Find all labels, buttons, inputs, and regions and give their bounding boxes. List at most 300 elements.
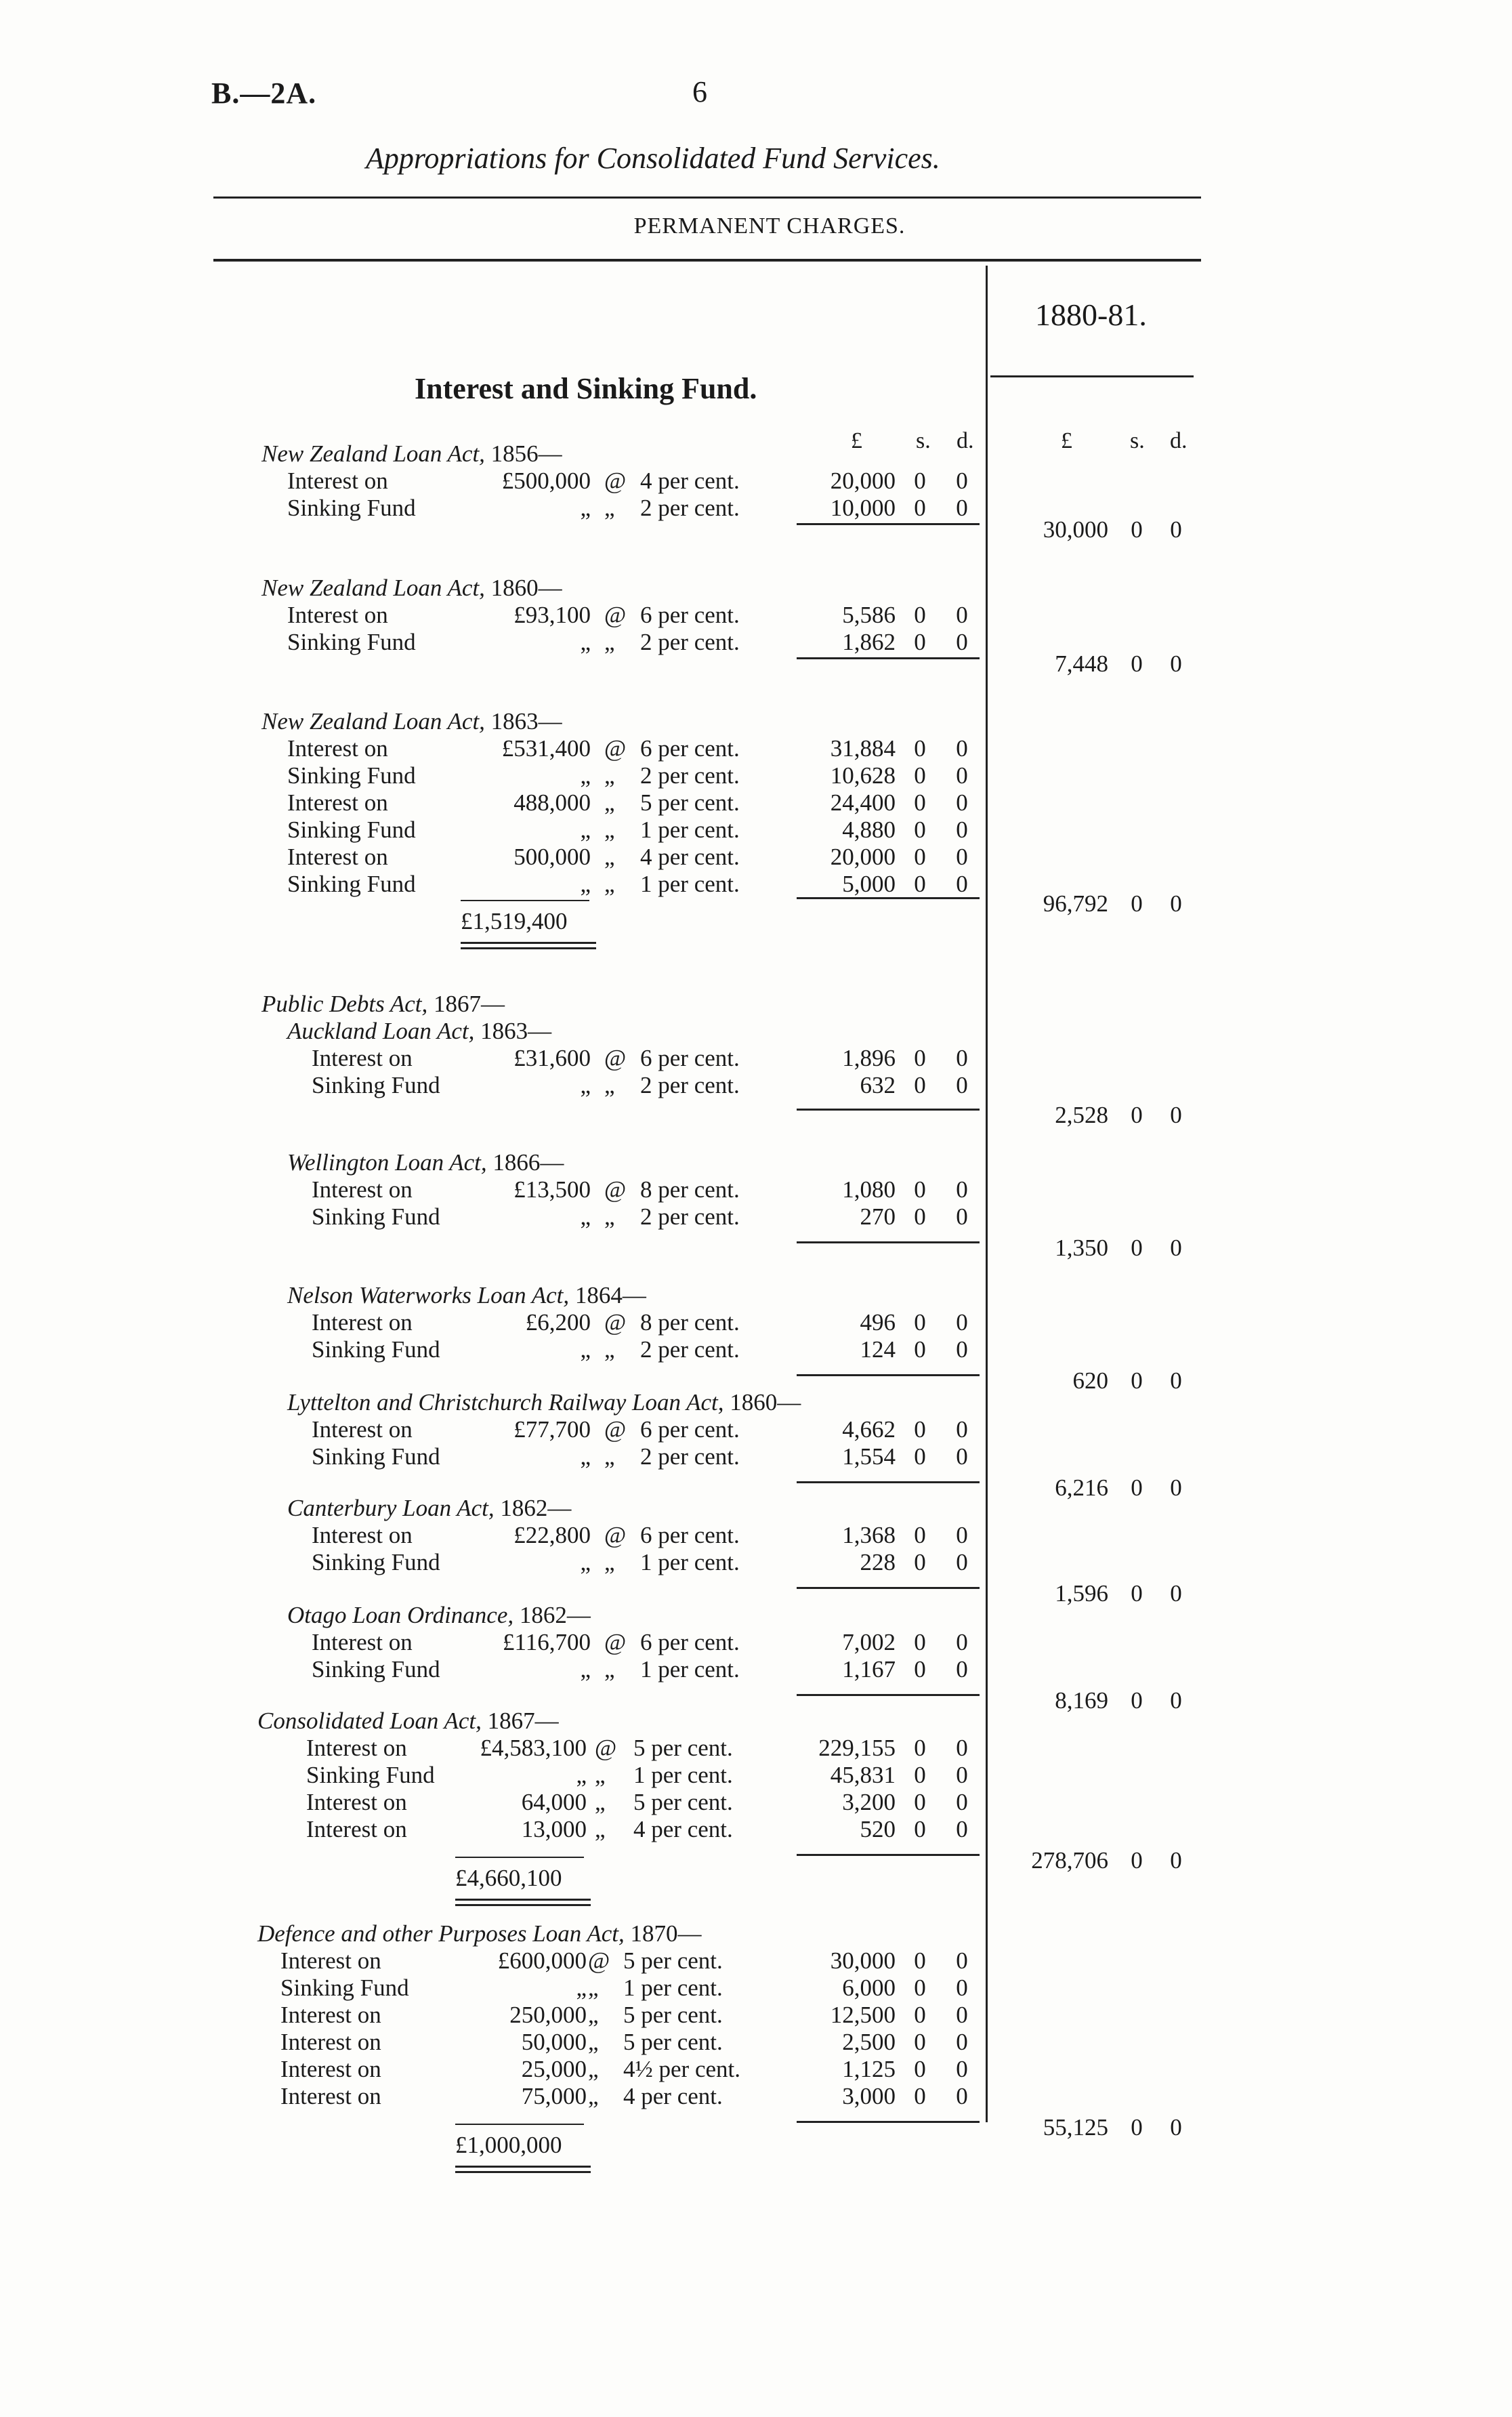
total-pounds: 278,706 <box>1031 1847 1108 1874</box>
charge-pence: 0 <box>956 2083 968 2109</box>
group-title <box>287 1602 591 1629</box>
line-label: Interest on <box>312 1045 413 1071</box>
charge-pounds: 520 <box>860 1816 896 1842</box>
interest-rate: 5 per cent. <box>623 1947 723 1974</box>
charge-pounds: 124 <box>860 1336 896 1363</box>
rate-separator: @ <box>604 735 627 762</box>
line-label: Sinking Fund <box>312 1072 440 1098</box>
rate-separator: @ <box>604 1522 627 1548</box>
principal-amount: „ <box>576 1975 587 2001</box>
col-head-pounds-total: £ <box>1061 428 1072 453</box>
rate-separator: @ <box>604 1176 627 1203</box>
interest-rate: 1 per cent. <box>640 1549 740 1575</box>
charge-shillings: 0 <box>914 1072 926 1098</box>
line-label: Interest on <box>312 1416 413 1443</box>
line-label: Sinking Fund <box>287 629 416 655</box>
col-head-pence-total: d. <box>1170 428 1188 453</box>
charge-pence: 0 <box>956 1522 968 1548</box>
charge-pounds: 270 <box>860 1203 896 1230</box>
principal-amount: „ <box>580 817 591 843</box>
rate-separator: „ <box>588 2029 599 2055</box>
interest-rate: 5 per cent. <box>633 1735 733 1761</box>
charge-pounds: 5,000 <box>842 871 896 897</box>
line-label: Interest on <box>287 789 388 816</box>
column-divider <box>986 266 988 2122</box>
principal-amount: £4,583,100 <box>480 1735 587 1761</box>
charge-pounds: 4,880 <box>842 817 896 843</box>
charge-shillings: 0 <box>914 1789 926 1815</box>
subtotal-rule <box>797 657 980 659</box>
interest-rate: 2 per cent. <box>640 629 740 655</box>
interest-rate: 1 per cent. <box>640 1656 740 1682</box>
principal-double-rule <box>461 942 596 944</box>
charge-pence: 0 <box>956 1762 968 1788</box>
rate-separator: „ <box>595 1762 606 1788</box>
principal-double-rule <box>461 947 596 949</box>
principal-amount: 50,000 <box>521 2029 587 2055</box>
act-name: New Zealand Loan Act, <box>261 575 485 601</box>
act-year: 1864— <box>574 1282 646 1308</box>
interest-rate: 2 per cent. <box>640 1203 740 1230</box>
charge-pounds: 12,500 <box>830 2002 896 2028</box>
rate-separator: „ <box>604 844 615 870</box>
charge-shillings: 0 <box>914 1975 926 2001</box>
line-label: Interest on <box>306 1816 407 1842</box>
line-label: Sinking Fund <box>287 817 416 843</box>
charge-shillings: 0 <box>914 1735 926 1761</box>
charge-shillings: 0 <box>914 1522 926 1548</box>
act-year: 1862— <box>500 1495 572 1521</box>
charge-pence: 0 <box>956 1975 968 2001</box>
charge-pounds: 20,000 <box>830 844 896 870</box>
page-title: Appropriations for Consolidated Fund Services. <box>366 142 940 175</box>
charge-pence: 0 <box>956 1203 968 1230</box>
interest-rate: 6 per cent. <box>640 1522 740 1548</box>
charge-shillings: 0 <box>914 1629 926 1655</box>
act-name: Lyttelton and Christchurch Railway Loan Act, <box>287 1389 724 1416</box>
line-label: Interest on <box>312 1629 413 1655</box>
subtotal-rule <box>797 1241 980 1243</box>
total-shillings: 0 <box>1131 1102 1143 1128</box>
act-year: 1867— <box>487 1708 559 1734</box>
act-year: 1867— <box>434 991 505 1017</box>
subtotal-rule <box>797 1854 980 1856</box>
principal-amount: „ <box>580 1443 591 1470</box>
total-shillings: 0 <box>1131 1474 1143 1501</box>
principal-amount: £31,600 <box>513 1045 591 1071</box>
charge-pounds: 24,400 <box>830 789 896 816</box>
charge-shillings: 0 <box>914 1656 926 1682</box>
rate-separator: @ <box>595 1735 617 1761</box>
group-title <box>261 991 505 1018</box>
total-shillings: 0 <box>1131 1687 1143 1714</box>
charge-shillings: 0 <box>914 1336 926 1363</box>
group-title <box>287 1149 564 1176</box>
subtotal-rule <box>797 1694 980 1696</box>
total-pence: 0 <box>1170 2114 1182 2141</box>
charge-pounds: 1,368 <box>842 1522 896 1548</box>
total-pence: 0 <box>1170 1474 1182 1501</box>
total-pounds: 2,528 <box>1055 1102 1108 1128</box>
charge-pounds: 5,586 <box>842 602 896 628</box>
charge-shillings: 0 <box>914 1416 926 1443</box>
interest-rate: 6 per cent. <box>640 602 740 628</box>
principal-amount: £116,700 <box>503 1629 591 1655</box>
total-pence: 0 <box>1170 1580 1182 1607</box>
rate-separator: „ <box>604 629 615 655</box>
principal-double-rule <box>455 2166 591 2168</box>
charge-pounds: 632 <box>860 1072 896 1098</box>
principal-amount: £500,000 <box>501 468 591 494</box>
rate-separator: „ <box>588 2083 599 2109</box>
interest-rate: 6 per cent. <box>640 735 740 762</box>
principal-total: £4,660,100 <box>455 1865 562 1891</box>
charge-pounds: 45,831 <box>830 1762 896 1788</box>
charge-shillings: 0 <box>914 2056 926 2082</box>
total-shillings: 0 <box>1131 1235 1143 1261</box>
principal-rule <box>455 2124 584 2125</box>
principal-double-rule <box>455 2171 591 2173</box>
rate-separator: „ <box>604 1203 615 1230</box>
principal-amount: £600,000 <box>497 1947 587 1974</box>
rate-separator: @ <box>604 1309 627 1336</box>
principal-amount: 488,000 <box>513 789 591 816</box>
charge-pence: 0 <box>956 495 968 521</box>
interest-rate: 5 per cent. <box>623 2002 723 2028</box>
line-label: Interest on <box>312 1522 413 1548</box>
principal-amount: „ <box>580 1549 591 1575</box>
interest-rate: 1 per cent. <box>633 1762 733 1788</box>
rate-separator: „ <box>604 1336 615 1363</box>
total-pence: 0 <box>1170 1367 1182 1394</box>
charge-pounds: 228 <box>860 1549 896 1575</box>
subtotal-rule <box>797 1374 980 1376</box>
act-name: New Zealand Loan Act, <box>261 440 485 467</box>
charge-pence: 0 <box>956 1309 968 1336</box>
interest-rate: 5 per cent. <box>640 789 740 816</box>
line-label: Sinking Fund <box>312 1336 440 1363</box>
rate-separator: @ <box>604 602 627 628</box>
rate-separator: „ <box>604 817 615 843</box>
charge-shillings: 0 <box>914 468 926 494</box>
principal-amount: 64,000 <box>521 1789 587 1815</box>
line-label: Interest on <box>280 2029 381 2055</box>
principal-total: £1,519,400 <box>461 908 568 934</box>
principal-amount: 500,000 <box>513 844 591 870</box>
principal-amount: „ <box>580 1203 591 1230</box>
charge-shillings: 0 <box>914 1443 926 1470</box>
charge-shillings: 0 <box>914 1309 926 1336</box>
act-name: Canterbury Loan Act, <box>287 1495 495 1521</box>
total-pounds: 6,216 <box>1055 1474 1108 1501</box>
subtotal-rule <box>797 523 980 525</box>
charge-pounds: 6,000 <box>842 1975 896 2001</box>
total-pounds: 96,792 <box>1043 890 1108 917</box>
charge-pence: 0 <box>956 629 968 655</box>
year-header: 1880-81. <box>1035 297 1147 332</box>
rate-separator: @ <box>604 1045 627 1071</box>
charge-pence: 0 <box>956 602 968 628</box>
col-head-shillings: s. <box>916 428 931 453</box>
document-code: B.—2A. <box>211 77 317 110</box>
charge-pounds: 10,628 <box>830 762 896 789</box>
charge-pence: 0 <box>956 1176 968 1203</box>
total-pounds: 30,000 <box>1043 516 1108 543</box>
charge-pounds: 4,662 <box>842 1416 896 1443</box>
total-shillings: 0 <box>1131 2114 1143 2141</box>
charge-pence: 0 <box>956 1549 968 1575</box>
charge-pence: 0 <box>956 762 968 789</box>
charge-pence: 0 <box>956 1735 968 1761</box>
principal-amount: 13,000 <box>521 1816 587 1842</box>
line-label: Sinking Fund <box>306 1762 435 1788</box>
line-label: Interest on <box>312 1309 413 1336</box>
group-title <box>287 1389 801 1416</box>
charge-pence: 0 <box>956 1045 968 1071</box>
interest-rate: 5 per cent. <box>633 1789 733 1815</box>
charge-pounds: 1,125 <box>842 2056 896 2082</box>
sub-act-year: 1863— <box>480 1018 552 1044</box>
group-title <box>261 708 562 735</box>
line-label: Sinking Fund <box>312 1203 440 1230</box>
page-number: 6 <box>692 75 707 108</box>
act-name: Public Debts Act, <box>261 991 428 1017</box>
act-year: 1860— <box>490 575 562 601</box>
total-pence: 0 <box>1170 1235 1182 1261</box>
principal-rule <box>455 1857 584 1858</box>
charge-shillings: 0 <box>914 735 926 762</box>
charge-pence: 0 <box>956 2029 968 2055</box>
interest-rate: 5 per cent. <box>623 2029 723 2055</box>
section-title: Interest and Sinking Fund. <box>415 372 757 405</box>
charge-pence: 0 <box>956 844 968 870</box>
interest-rate: 2 per cent. <box>640 1072 740 1098</box>
line-label: Sinking Fund <box>287 762 416 789</box>
principal-total: £1,000,000 <box>455 2132 562 2158</box>
subtotal-rule <box>797 1481 980 1483</box>
charge-shillings: 0 <box>914 1947 926 1974</box>
charge-pounds: 3,000 <box>842 2083 896 2109</box>
line-label: Interest on <box>287 602 388 628</box>
line-label: Sinking Fund <box>287 871 416 897</box>
line-label: Interest on <box>280 2056 381 2082</box>
charge-shillings: 0 <box>914 817 926 843</box>
section-subtitle: PERMANENT CHARGES. <box>633 213 906 239</box>
subtotal-rule <box>797 897 980 899</box>
charge-pounds: 496 <box>860 1309 896 1336</box>
total-pounds: 7,448 <box>1055 650 1108 677</box>
line-label: Interest on <box>287 735 388 762</box>
charge-pence: 0 <box>956 1416 968 1443</box>
sub-act-name: Auckland Loan Act, <box>287 1018 475 1044</box>
principal-amount: 25,000 <box>521 2056 587 2082</box>
interest-rate: 6 per cent. <box>640 1045 740 1071</box>
rate-separator: „ <box>604 789 615 816</box>
charge-pence: 0 <box>956 1816 968 1842</box>
total-pounds: 1,596 <box>1055 1580 1108 1607</box>
interest-rate: 6 per cent. <box>640 1416 740 1443</box>
total-pence: 0 <box>1170 516 1182 543</box>
rate-separator: „ <box>604 495 615 521</box>
charge-pounds: 1,896 <box>842 1045 896 1071</box>
act-year: 1863— <box>490 708 562 735</box>
act-name: Consolidated Loan Act, <box>257 1708 482 1734</box>
charge-pence: 0 <box>956 817 968 843</box>
charge-pence: 0 <box>956 1656 968 1682</box>
charge-shillings: 0 <box>914 602 926 628</box>
interest-rate: 6 per cent. <box>640 1629 740 1655</box>
charge-pence: 0 <box>956 871 968 897</box>
col-head-pounds: £ <box>851 428 862 453</box>
col-head-shillings-total: s. <box>1130 428 1145 453</box>
charge-shillings: 0 <box>914 1549 926 1575</box>
group-title <box>287 1282 646 1309</box>
rate-separator: „ <box>588 2056 599 2082</box>
charge-pounds: 20,000 <box>830 468 896 494</box>
total-pence: 0 <box>1170 1847 1182 1874</box>
principal-amount: £77,700 <box>513 1416 591 1443</box>
total-shillings: 0 <box>1131 1367 1143 1394</box>
line-label: Sinking Fund <box>312 1656 440 1682</box>
group-title <box>257 1920 702 1947</box>
interest-rate: 4½ per cent. <box>623 2056 740 2082</box>
rate-separator: „ <box>604 871 615 897</box>
rate-separator: „ <box>588 1975 599 2001</box>
interest-rate: 1 per cent. <box>640 871 740 897</box>
line-label: Interest on <box>306 1735 407 1761</box>
charge-shillings: 0 <box>914 629 926 655</box>
rate-separator: „ <box>604 1549 615 1575</box>
interest-rate: 2 per cent. <box>640 1336 740 1363</box>
charge-pounds: 1,080 <box>842 1176 896 1203</box>
subtitle-rule <box>213 259 1201 262</box>
act-name: Defence and other Purposes Loan Act, <box>257 1920 625 1947</box>
subtotal-rule <box>797 1587 980 1589</box>
group-title <box>287 1495 571 1522</box>
principal-amount: „ <box>580 495 591 521</box>
line-label: Sinking Fund <box>280 1975 409 2001</box>
total-pence: 0 <box>1170 650 1182 677</box>
total-shillings: 0 <box>1131 890 1143 917</box>
rate-separator: „ <box>604 762 615 789</box>
act-name: New Zealand Loan Act, <box>261 708 485 735</box>
principal-amount: „ <box>580 871 591 897</box>
principal-amount: £93,100 <box>513 602 591 628</box>
charge-pence: 0 <box>956 2002 968 2028</box>
principal-double-rule <box>455 1899 591 1901</box>
col-head-pence: d. <box>957 428 974 453</box>
charge-shillings: 0 <box>914 871 926 897</box>
group-subtitle <box>287 1018 551 1045</box>
rate-separator: @ <box>588 1947 610 1974</box>
line-label: Sinking Fund <box>312 1549 440 1575</box>
title-rule <box>213 197 1201 199</box>
line-label: Interest on <box>280 1947 381 1974</box>
line-label: Interest on <box>280 2083 381 2109</box>
total-shillings: 0 <box>1131 1580 1143 1607</box>
charge-shillings: 0 <box>914 762 926 789</box>
line-label: Interest on <box>287 844 388 870</box>
principal-amount: „ <box>580 1656 591 1682</box>
charge-shillings: 0 <box>914 1762 926 1788</box>
charge-pence: 0 <box>956 1629 968 1655</box>
act-year: 1856— <box>490 440 562 467</box>
charge-pounds: 2,500 <box>842 2029 896 2055</box>
subtotal-rule <box>797 2121 980 2123</box>
total-shillings: 0 <box>1131 1847 1143 1874</box>
rate-separator: „ <box>604 1443 615 1470</box>
charge-shillings: 0 <box>914 1816 926 1842</box>
charge-pounds: 3,200 <box>842 1789 896 1815</box>
charge-pence: 0 <box>956 468 968 494</box>
interest-rate: 2 per cent. <box>640 762 740 789</box>
charge-pence: 0 <box>956 1336 968 1363</box>
group-title <box>261 440 562 468</box>
principal-amount: „ <box>580 1072 591 1098</box>
rate-separator: „ <box>588 2002 599 2028</box>
rate-separator: „ <box>595 1816 606 1842</box>
act-name: Wellington Loan Act, <box>287 1149 487 1176</box>
total-pence: 0 <box>1170 1102 1182 1128</box>
line-label: Interest on <box>312 1176 413 1203</box>
principal-amount: „ <box>580 762 591 789</box>
interest-rate: 4 per cent. <box>633 1816 733 1842</box>
act-year: 1862— <box>519 1602 591 1628</box>
charge-shillings: 0 <box>914 1203 926 1230</box>
act-name: Otago Loan Ordinance, <box>287 1602 514 1628</box>
rate-separator: „ <box>604 1656 615 1682</box>
rate-separator: „ <box>595 1789 606 1815</box>
rate-separator: „ <box>604 1072 615 1098</box>
line-label: Sinking Fund <box>287 495 416 521</box>
interest-rate: 2 per cent. <box>640 1443 740 1470</box>
interest-rate: 8 per cent. <box>640 1309 740 1336</box>
total-shillings: 0 <box>1131 650 1143 677</box>
rate-separator: @ <box>604 1629 627 1655</box>
group-title <box>257 1708 559 1735</box>
act-year: 1866— <box>492 1149 564 1176</box>
total-pounds: 8,169 <box>1055 1687 1108 1714</box>
total-pounds: 1,350 <box>1055 1235 1108 1261</box>
charge-pounds: 229,155 <box>818 1735 896 1761</box>
principal-amount: £6,200 <box>525 1309 591 1336</box>
interest-rate: 8 per cent. <box>640 1176 740 1203</box>
charge-shillings: 0 <box>914 1045 926 1071</box>
rate-separator: @ <box>604 1416 627 1443</box>
line-label: Sinking Fund <box>312 1443 440 1470</box>
principal-amount: „ <box>580 1336 591 1363</box>
charge-shillings: 0 <box>914 2029 926 2055</box>
charge-shillings: 0 <box>914 1176 926 1203</box>
charge-shillings: 0 <box>914 2002 926 2028</box>
charge-pence: 0 <box>956 735 968 762</box>
principal-amount: „ <box>576 1762 587 1788</box>
act-name: Nelson Waterworks Loan Act, <box>287 1282 570 1308</box>
group-title <box>261 575 562 602</box>
act-year: 1860— <box>730 1389 801 1416</box>
line-label: Interest on <box>287 468 388 494</box>
rate-separator: @ <box>604 468 627 494</box>
principal-double-rule <box>455 1904 591 1906</box>
charge-pence: 0 <box>956 2056 968 2082</box>
charge-pence: 0 <box>956 789 968 816</box>
total-pounds: 55,125 <box>1043 2114 1108 2141</box>
principal-amount: £22,800 <box>513 1522 591 1548</box>
charge-shillings: 0 <box>914 2083 926 2109</box>
charge-pence: 0 <box>956 1072 968 1098</box>
charge-shillings: 0 <box>914 844 926 870</box>
charge-pounds: 7,002 <box>842 1629 896 1655</box>
